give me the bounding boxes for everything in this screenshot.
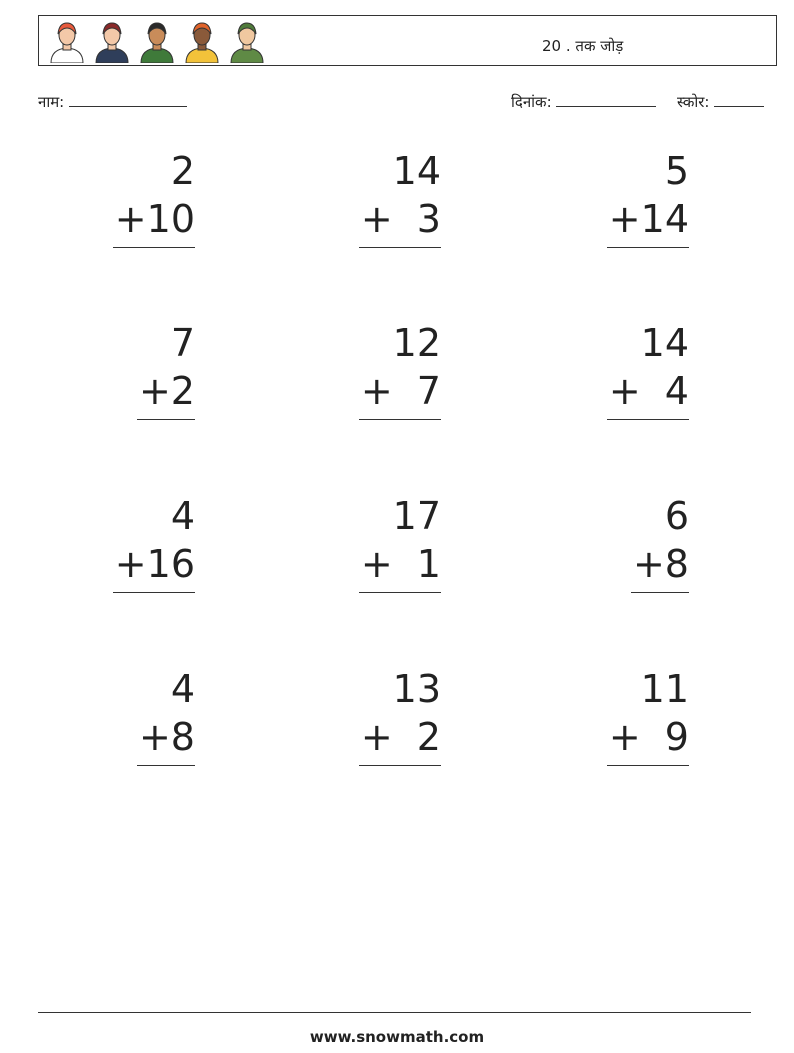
footer-site: www.snowmath.com — [309, 1028, 485, 1046]
addition-problem — [301, 321, 441, 434]
footer-rule — [38, 1012, 751, 1013]
answer-line[interactable] — [631, 592, 689, 593]
answer-line[interactable] — [359, 592, 441, 593]
problem-bottom-addend: + 7 — [360, 369, 441, 413]
addition-problem — [55, 494, 195, 607]
addition-problem — [55, 321, 195, 434]
problem-top-number: 14 — [640, 321, 689, 365]
soldier-avatar — [227, 19, 267, 63]
problem-bottom-addend: + 1 — [360, 542, 441, 586]
name-blank[interactable] — [69, 92, 187, 107]
problem-bottom-addend: +8 — [632, 542, 689, 586]
answer-line[interactable] — [359, 247, 441, 248]
addition-problem — [55, 149, 195, 262]
name-label: नाम: — [38, 93, 65, 111]
answer-line[interactable] — [359, 419, 441, 420]
problem-top-number: 2 — [170, 149, 195, 193]
addition-problem — [55, 667, 195, 780]
score-label: स्कोर: — [677, 93, 710, 111]
problem-top-number: 5 — [664, 149, 689, 193]
problem-bottom-addend: +16 — [114, 542, 195, 586]
avatar-row — [47, 19, 267, 63]
addition-problem — [549, 321, 689, 434]
addition-problem — [549, 494, 689, 607]
problem-bottom-addend: +2 — [138, 369, 195, 413]
addition-problem — [301, 494, 441, 607]
problem-bottom-addend: +10 — [114, 197, 195, 241]
answer-line[interactable] — [607, 765, 689, 766]
score-field — [677, 92, 764, 112]
problem-bottom-addend: + 9 — [608, 715, 689, 759]
date-label: दिनांक: — [511, 93, 552, 111]
addition-problem — [301, 149, 441, 262]
man-orange-cap-avatar — [182, 19, 222, 63]
problem-bottom-addend: +14 — [608, 197, 689, 241]
woman-dark-hair-avatar — [92, 19, 132, 63]
addition-problem — [549, 667, 689, 780]
answer-line[interactable] — [607, 419, 689, 420]
problem-bottom-addend: + 4 — [608, 369, 689, 413]
problem-bottom-addend: + 2 — [360, 715, 441, 759]
problem-top-number: 11 — [640, 667, 689, 711]
date-field — [511, 92, 656, 112]
addition-problem — [301, 667, 441, 780]
date-blank[interactable] — [556, 92, 656, 107]
man-green-scarf-avatar — [137, 19, 177, 63]
problem-top-number: 4 — [170, 667, 195, 711]
problem-top-number: 12 — [392, 321, 441, 365]
answer-line[interactable] — [137, 419, 195, 420]
name-field — [38, 92, 187, 112]
answer-line[interactable] — [137, 765, 195, 766]
score-blank[interactable] — [714, 92, 764, 107]
worksheet-title: 20 . तक जोड़ — [542, 37, 624, 55]
header-box — [38, 15, 777, 66]
problem-top-number: 14 — [392, 149, 441, 193]
problem-bottom-addend: +8 — [138, 715, 195, 759]
answer-line[interactable] — [359, 765, 441, 766]
problem-top-number: 7 — [170, 321, 195, 365]
answer-line[interactable] — [113, 592, 195, 593]
woman-red-hair-avatar — [47, 19, 87, 63]
problem-top-number: 6 — [664, 494, 689, 538]
answer-line[interactable] — [113, 247, 195, 248]
problem-top-number: 13 — [392, 667, 441, 711]
addition-problem — [549, 149, 689, 262]
problem-top-number: 17 — [392, 494, 441, 538]
answer-line[interactable] — [607, 247, 689, 248]
problem-bottom-addend: + 3 — [360, 197, 441, 241]
problem-top-number: 4 — [170, 494, 195, 538]
